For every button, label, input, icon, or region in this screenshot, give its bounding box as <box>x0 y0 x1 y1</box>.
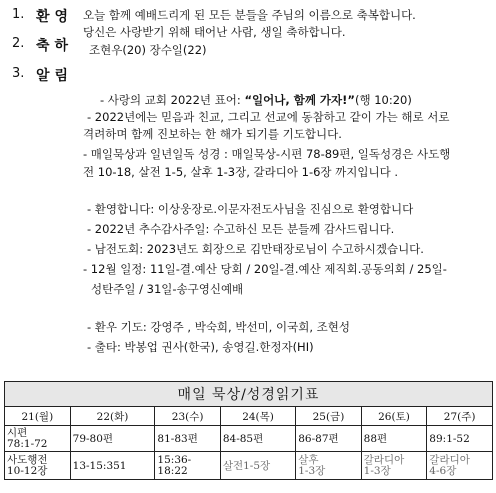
meditation-cell: 86-87편 <box>296 426 361 452</box>
section-number-celebrate: 2. <box>12 36 25 51</box>
reading-plan-table <box>4 381 493 480</box>
motto-line <box>100 93 412 108</box>
birthday-names: 조현우(20) 장수일(22) <box>89 43 207 57</box>
reading-plan-title: 매일 묵상/성경읽기표 <box>5 382 493 407</box>
bible-reading-cell: 살후 1-3장 <box>296 452 361 480</box>
bible-reading-cell: 갈라디아 1-3장 <box>361 452 427 480</box>
meditation-cell: 81-83편 <box>155 426 220 452</box>
motto-reference: (행 10:20) <box>354 93 412 107</box>
notice-thanksgiving: - 2022년 추수감사주일: 수고하신 모든 분들께 감사드립니다. <box>87 222 395 236</box>
day-header: 27(주) <box>427 407 493 426</box>
motto-description-2: 격려하며 함께 진보하는 한 해가 되기를 기도합니다. <box>83 127 342 141</box>
meditation-cell: 79-80편 <box>70 426 155 452</box>
day-header: 25(금) <box>296 407 361 426</box>
motto-description-1: - 2022년에는 믿음과 친교, 그리고 선교에 동참하고 같이 가는 해로 서로 <box>87 110 450 124</box>
section-number-notice: 3. <box>12 66 25 81</box>
bible-reading-cell: 15:36- 18:22 <box>155 452 220 480</box>
section-heading-notice: 알림 <box>36 68 74 84</box>
reading-notice-1: - 매일묵상과 일년일독 성경 : 매일묵상-시편 78-89편, 일독성경은 사도행 <box>83 147 451 161</box>
travel-list: - 출타: 박봉업 권사(한국), 송영길.한정자(HI) <box>87 340 314 354</box>
day-header: 24(목) <box>220 407 295 426</box>
section-heading-welcome: 환영 <box>36 9 74 25</box>
reading-notice-2: 전 10-18, 살전 1-5, 살후 1-3장, 갈라디아 1-6장 까지입니다 . <box>83 165 399 179</box>
day-header: 23(수) <box>155 407 220 426</box>
birthday-text: 당신은 사랑받기 위해 태어난 사람, 생일 축하합니다. <box>83 25 346 39</box>
day-header: 26(토) <box>361 407 427 426</box>
motto-prefix: - 사랑의 교회 2022년 표어: <box>100 93 245 107</box>
welcome-text: 오늘 함께 예배드리게 된 모든 분들을 주님의 이름으로 축복합니다. <box>83 8 416 22</box>
bible-reading-cell: 사도행전 10-12장 <box>5 452 71 480</box>
prayer-list: - 환우 기도: 강영주 , 박숙희, 박선미, 이국희, 조현성 <box>87 320 350 334</box>
day-header: 21(월) <box>5 407 71 426</box>
meditation-cell: 89:1-52 <box>427 426 493 452</box>
bible-reading-cell: 갈라디아 4-6장 <box>427 452 493 480</box>
day-header: 22(화) <box>70 407 155 426</box>
motto-text: “일어나, 함께 가자!” <box>244 93 355 107</box>
bible-reading-cell: 13-15:351 <box>70 452 155 480</box>
notice-mens-fellowship: - 남전도회: 2023년도 회장으로 김만태장로님이 수고하시겠습니다. <box>87 242 424 256</box>
bible-reading-cell: 살전1-5장 <box>220 452 295 480</box>
meditation-cell: 88편 <box>361 426 427 452</box>
notice-december-schedule: - 12월 일정: 11일-결.예산 당회 / 20일-결.예산 제직회.공동의회 / 25일- <box>83 262 447 276</box>
section-heading-celebrate: 축하 <box>36 38 74 54</box>
notice-welcome: - 환영합니다: 이상웅장로.이문자전도사님을 진심으로 환영합니다 <box>87 202 414 216</box>
notice-december-schedule-cont: 성탄주일 / 31일-송구영신예배 <box>91 282 244 296</box>
section-number-welcome: 1. <box>12 7 25 22</box>
meditation-cell: 시편 78:1-72 <box>5 426 71 452</box>
meditation-cell: 84-85편 <box>220 426 295 452</box>
